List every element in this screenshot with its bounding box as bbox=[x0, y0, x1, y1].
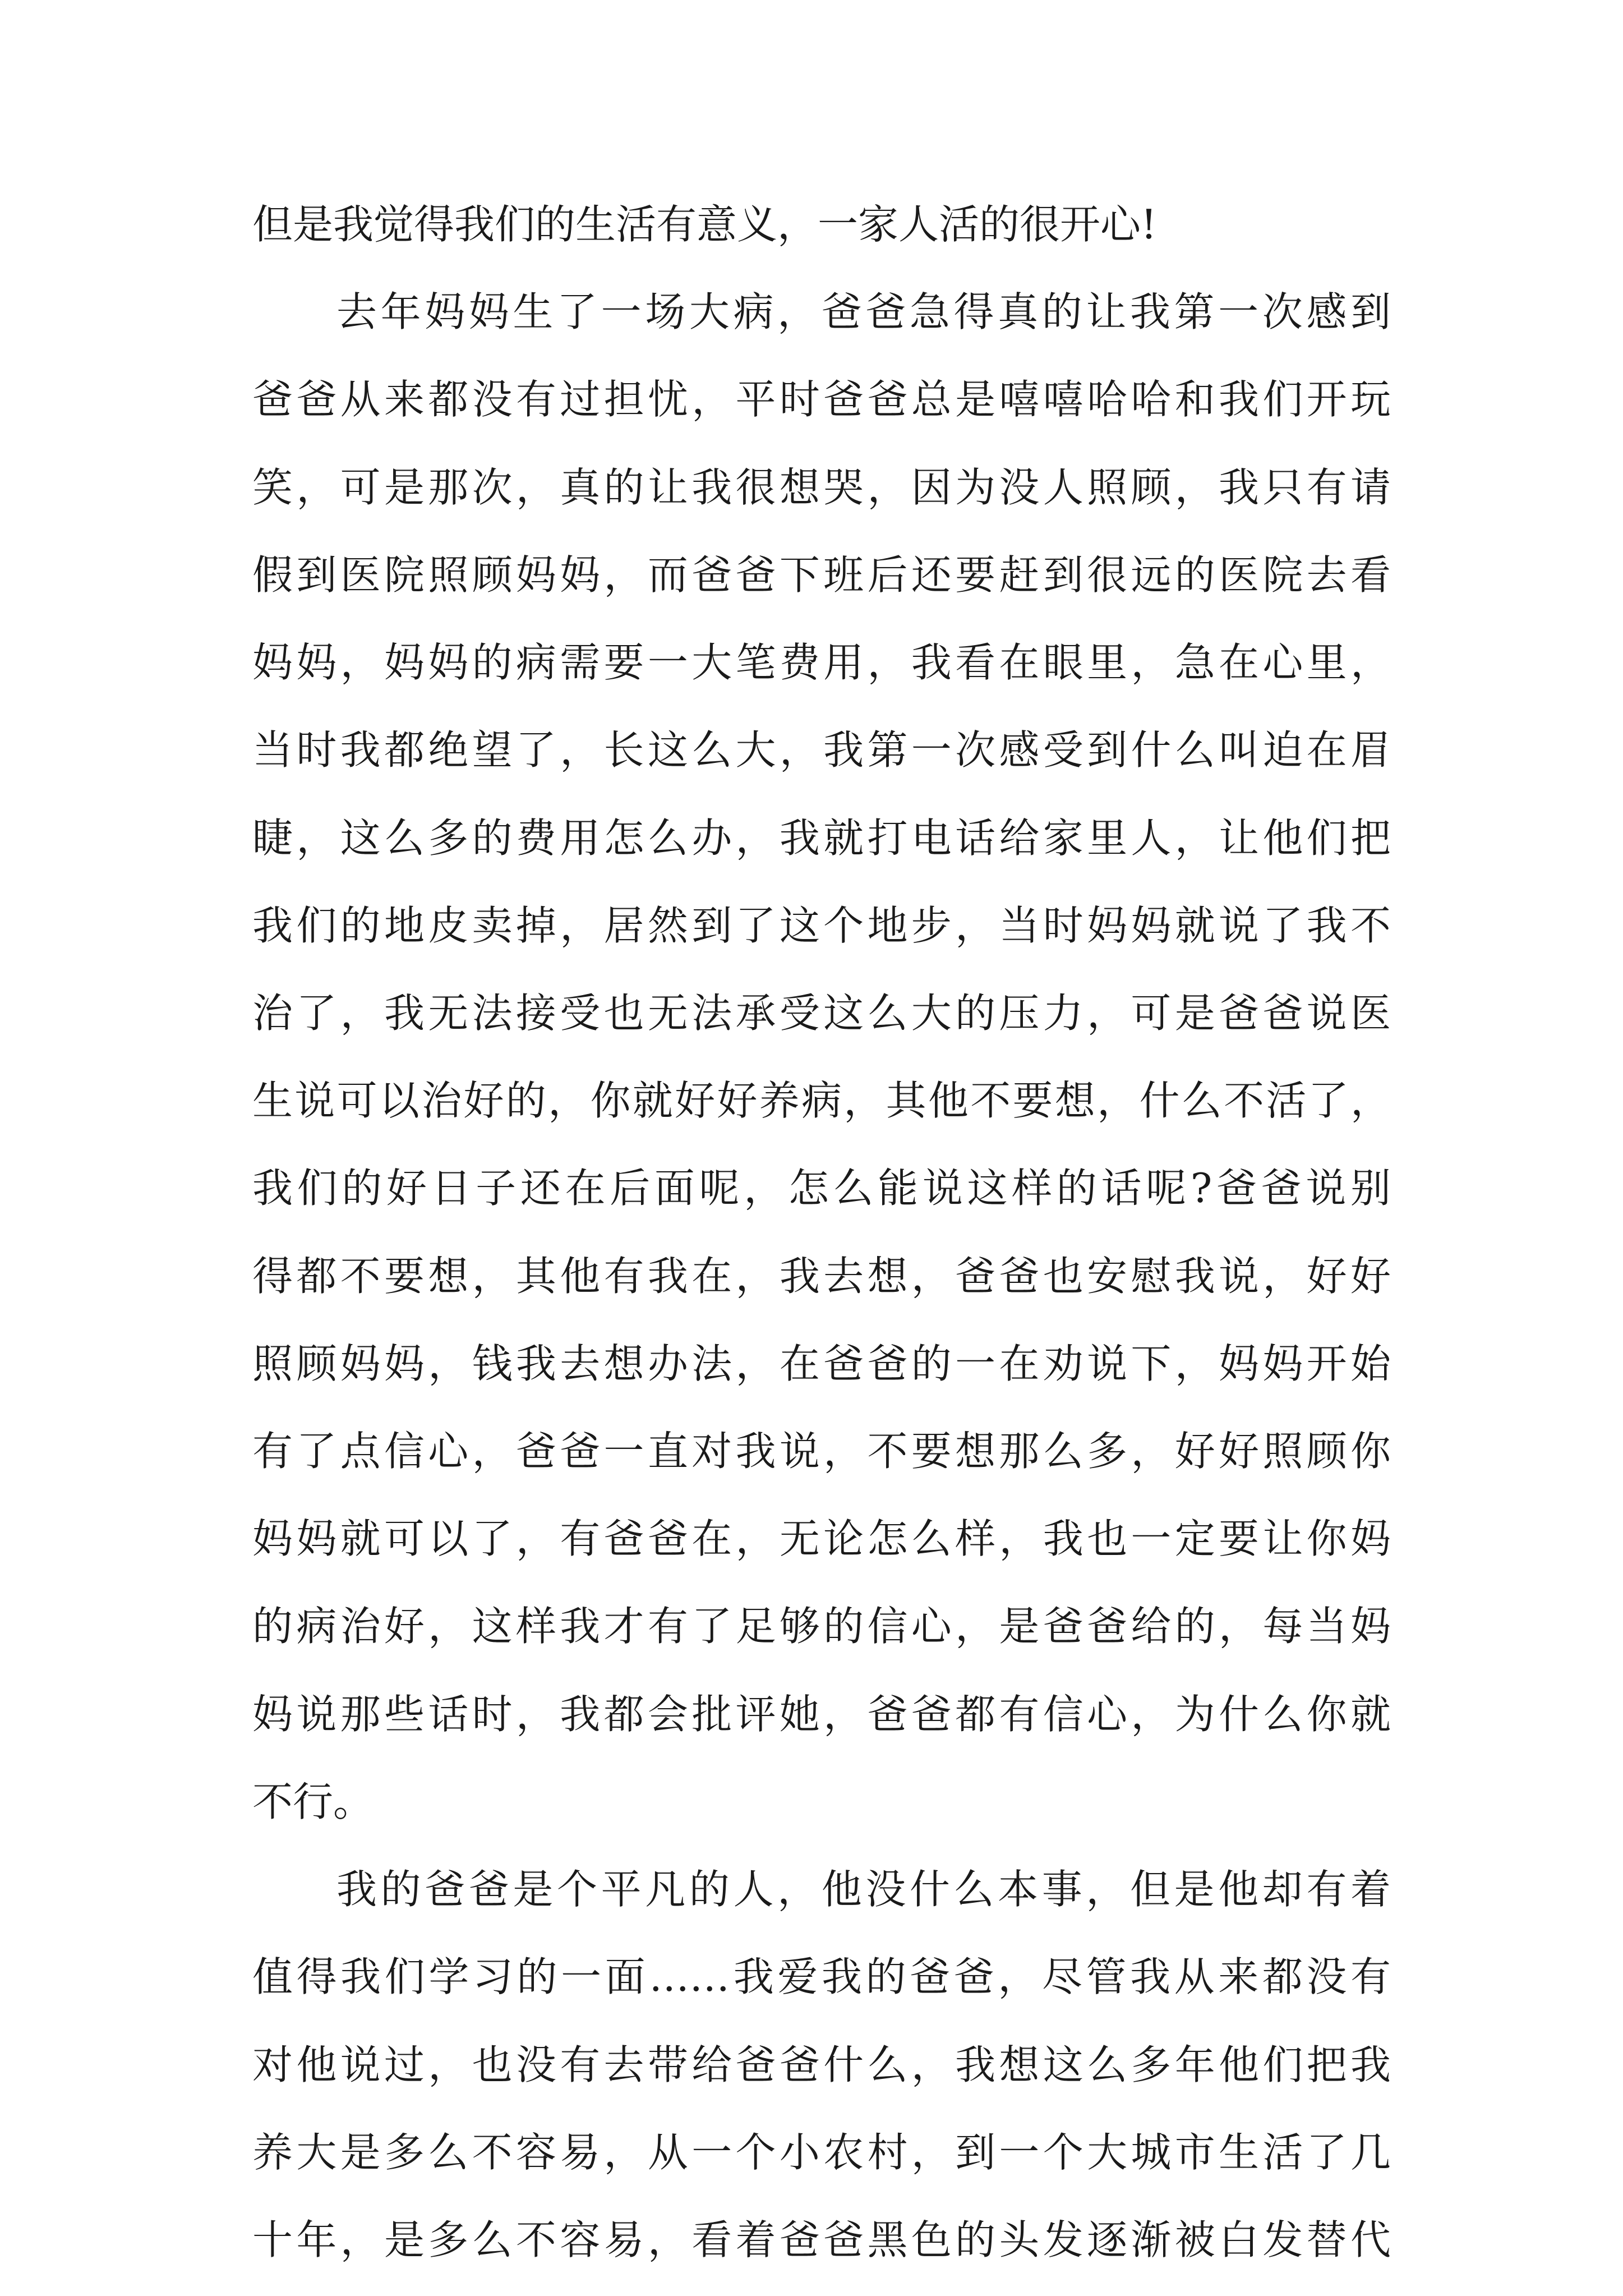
text-line: 养大是多么不容易，从一个小农村，到一个大城市生活了几 bbox=[252, 2129, 1391, 2176]
text-line: 治了，我无法接受也无法承受这么大的压力，可是爸爸说医 bbox=[252, 990, 1391, 1037]
text-line: 爸爸从来都没有过担忧，平时爸爸总是嘻嘻哈哈和我们开玩 bbox=[252, 376, 1391, 423]
text-line: 十年，是多么不容易，看着爸爸黑色的头发逐渐被白发替代 bbox=[252, 2216, 1391, 2263]
text-line: 妈妈就可以了，有爸爸在，无论怎么样，我也一定要让你妈 bbox=[252, 1515, 1391, 1562]
text-line: 有了点信心，爸爸一直对我说，不要想那么多，好好照顾你 bbox=[252, 1428, 1391, 1475]
text-line: 假到医院照顾妈妈，而爸爸下班后还要赶到很远的医院去看 bbox=[252, 551, 1391, 599]
text-line: 妈说那些话时，我都会批评她，爸爸都有信心，为什么你就 bbox=[252, 1691, 1391, 1738]
text-line: 妈妈，妈妈的病需要一大笔费用，我看在眼里，急在心里， bbox=[252, 639, 1391, 686]
text-line: 我们的好日子还在后面呢，怎么能说这样的话呢?爸爸说别 bbox=[252, 1165, 1391, 1212]
text-line: 照顾妈妈，钱我去想办法，在爸爸的一在劝说下，妈妈开始 bbox=[252, 1340, 1391, 1387]
text-line: 但是我觉得我们的生活有意义，一家人活的很开心! bbox=[252, 201, 1157, 248]
text-line: 我的爸爸是个平凡的人，他没什么本事，但是他却有着 bbox=[336, 1866, 1391, 1913]
text-line: 对他说过，也没有去带给爸爸什么，我想这么多年他们把我 bbox=[252, 2041, 1391, 2088]
text-line: 的病治好，这样我才有了足够的信心，是爸爸给的，每当妈 bbox=[252, 1603, 1391, 1650]
text-line: 不行。 bbox=[252, 1778, 374, 1825]
text-line: 我们的地皮卖掉，居然到了这个地步，当时妈妈就说了我不 bbox=[252, 902, 1391, 949]
text-line: 当时我都绝望了，长这么大，我第一次感受到什么叫迫在眉 bbox=[252, 726, 1391, 774]
text-line: 睫，这么多的费用怎么办，我就打电话给家里人，让他们把 bbox=[252, 815, 1391, 862]
text-line: 去年妈妈生了一场大病，爸爸急得真的让我第一次感到 bbox=[336, 288, 1391, 335]
text-line: 得都不要想，其他有我在，我去想，爸爸也安慰我说，好好 bbox=[252, 1253, 1391, 1300]
text-line: 生说可以治好的，你就好好养病，其他不要想，什么不活了， bbox=[252, 1077, 1391, 1124]
text-line: 笑，可是那次，真的让我很想哭，因为没人照顾，我只有请 bbox=[252, 464, 1391, 511]
text-line: 值得我们学习的一面……我爱我的爸爸，尽管我从来都没有 bbox=[252, 1953, 1391, 2000]
